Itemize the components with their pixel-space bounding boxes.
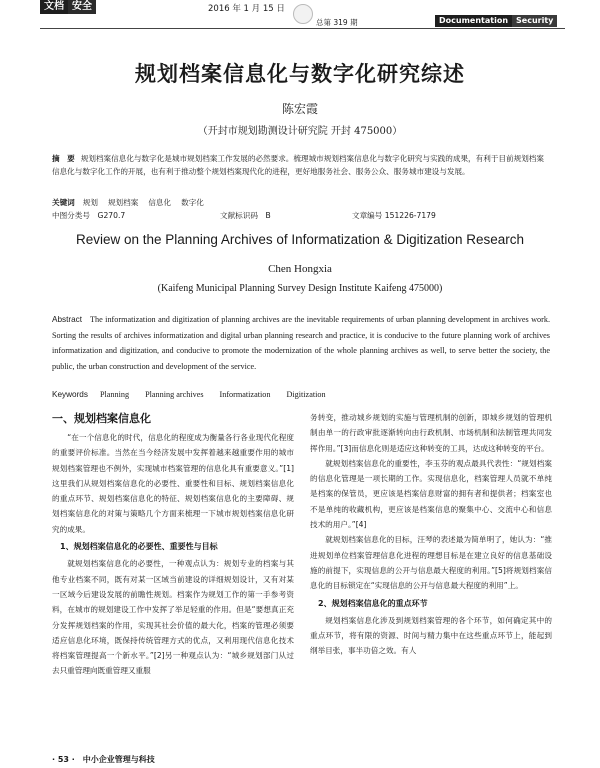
subsection-heading: 2、规划档案信息化的重点环节 <box>318 598 428 608</box>
abstract-en-text: The informatization and digitization of planning archives are the inevitable requirements of urban planning development in archives work. Sorting the results of archives informatization and digital urban planning research and practice, it is conducive to the future planning work of archives informatization and digitization, and conducive to promote the modernization of the whole planning archives as well, to serve better the society, the public, the urban construction and development of the service. <box>52 315 550 371</box>
abstract-en-label: Abstract <box>52 315 83 324</box>
abstract-zh <box>52 152 550 178</box>
clc-number: 中图分类号 G270.7 <box>52 211 126 220</box>
keyword-zh: 数字化 <box>181 198 204 207</box>
issue-date: 2016 年 1 月 15 日 <box>208 4 285 14</box>
author-zh: 陈宏霞 <box>281 102 318 116</box>
keywords-zh-label: 关键词 <box>52 198 75 207</box>
brand-right-part1: Documentation <box>435 15 512 27</box>
brand-left-part2: 安全 <box>68 0 96 14</box>
keyword-zh: 规划 <box>82 198 98 207</box>
paper-title-en: Review on the Planning Archives of Informatization & Digitization Research <box>76 232 524 247</box>
abstract-en <box>52 312 550 374</box>
article-number: 文章编号 151226-7179 <box>352 211 436 220</box>
brand-right <box>435 15 557 27</box>
body-column-left <box>52 410 294 679</box>
keywords-en-label: Keywords <box>52 390 88 399</box>
journal-name: 中小企业管理与科技 <box>82 755 155 764</box>
brand-left <box>40 0 96 14</box>
subsection-heading: 1、规划档案信息化的必要性、重要性与目标 <box>60 542 218 552</box>
body-paragraph: 就规划档案信息化的目标，汪琴的表述最为简单明了，她认为：“推进规划单位档案管理信息化进程的理想目标是在建立良好的信息基础设施的前提下，实现信息的公开与信息最大程度的利用。”[5]将规划档案信息化的目标锁定在“实现信息的公开与信息最大程度的利用”上。 <box>310 535 552 591</box>
header-divider <box>40 28 565 29</box>
document-code: 文献标识码 B <box>220 211 271 220</box>
body-column-right <box>310 410 552 659</box>
keyword-en: Planning <box>99 390 130 399</box>
issue-number: 总第 319 期 <box>316 18 358 27</box>
affiliation-en: (Kaifeng Municipal Planning Survey Design Institute Kaifeng 475000) <box>157 283 443 294</box>
keywords-zh <box>52 197 550 208</box>
author-en: Chen Hongxia <box>268 263 332 275</box>
affiliation-zh: （开封市规划勘测设计研究院 开封 475000） <box>197 126 403 137</box>
page-number: · 53 · <box>52 755 75 764</box>
keyword-en: Digitization <box>286 390 326 399</box>
body-paragraph: “在一个信息化的时代，信息化的程度成为衡量各行各业现代化程度的重要评价标准。当然在当今经济发展中发挥着越来越重要作用的城市规划档案管理也不例外，实现城市档案管理的信息化具有重要意义。”[1]这里我们从规划档案信息化的必要性、重要性和目标、规划档案信息化的重点环节、规划档案信息化的特征、规划档案信息化的主要障碍、规划档案信息化的对策与策略几个方面来梳理一下城市规划档案信息化研究的成果。 <box>52 433 294 534</box>
section-heading: 一、规划档案信息化 <box>52 412 151 425</box>
body-paragraph: 规划档案信息化涉及到规划档案管理的各个环节，如何确定其中的重点环节，将有限的资源、时间与精力集中在这些重点环节上，能起到纲举目张，事半功倍之效。有人 <box>310 615 552 656</box>
body-paragraph: 就规划档案信息化的重要性，李玉芬的观点最具代表性：“规划档案的信息化管理是一项长期的工作。实现信息化，档案管理人员就不单纯是档案的保管员，更应该是档案信息财富的拥有者和提供者；档案室也不是单纯的收藏机构，更应该是档案信息的聚集中心、交流中心和信息技术的用户。”[4] <box>310 458 552 530</box>
abstract-zh-text: 规划档案信息化与数字化是城市规划档案工作发展的必然要求。梳理城市规划档案信息化与数字化研究与实践的成果，有利于目前规划档案信息化与数字化工作的开展，也有利于推动整个规划档案现代化的进程，更好地服务社会、服务公众、服务城市建设与发展。 <box>52 154 544 176</box>
decorative-circle-icon <box>293 4 313 24</box>
paper-title-zh: 规划档案信息化与数字化研究综述 <box>135 62 465 86</box>
body-paragraph: 就规划档案信息化的必要性，一种观点认为：规划专业的档案与其他专业档案不同，既有对某一区域当前建设的详细规划设计，又有对某一区域今后建设发展的前瞻性规划。档案作为规划工作的第一手参考资料，在城市的规划建设工作中发挥了举足轻重的作用。但是“要想真正充分发挥规划档案的作用，实现其社会价值的最大化，档案的管理必须要适应信息化环境，既保持传统管理方式的优点，又利用现代信息化技术将档案管理提高一个新水平。”[2]另一种观点认为：“城乡规划部门从过去只重管理向既重管理又重服 <box>52 559 294 676</box>
keyword-zh: 规划档案 <box>107 198 139 207</box>
body-paragraph: 务转变，推动城乡规划的实施与管理机制的创新，即城乡规划的管理机制由单一的行政审批逐渐转向由行政机制、市场机制和法制管理共同发挥作用。”[3]而信息化则是适应这种转变的工具，达成这种转变的平台。 <box>310 413 552 453</box>
brand-right-part2: Security <box>512 15 557 27</box>
keywords-en <box>52 390 550 399</box>
page-footer <box>52 754 155 765</box>
abstract-zh-label: 摘 要 <box>52 154 75 163</box>
page-header <box>0 0 600 28</box>
keyword-zh: 信息化 <box>148 198 172 207</box>
keyword-en: Informatization <box>219 390 271 399</box>
keyword-en: Planning archives <box>145 390 204 399</box>
brand-left-part1: 文档 <box>40 0 68 14</box>
